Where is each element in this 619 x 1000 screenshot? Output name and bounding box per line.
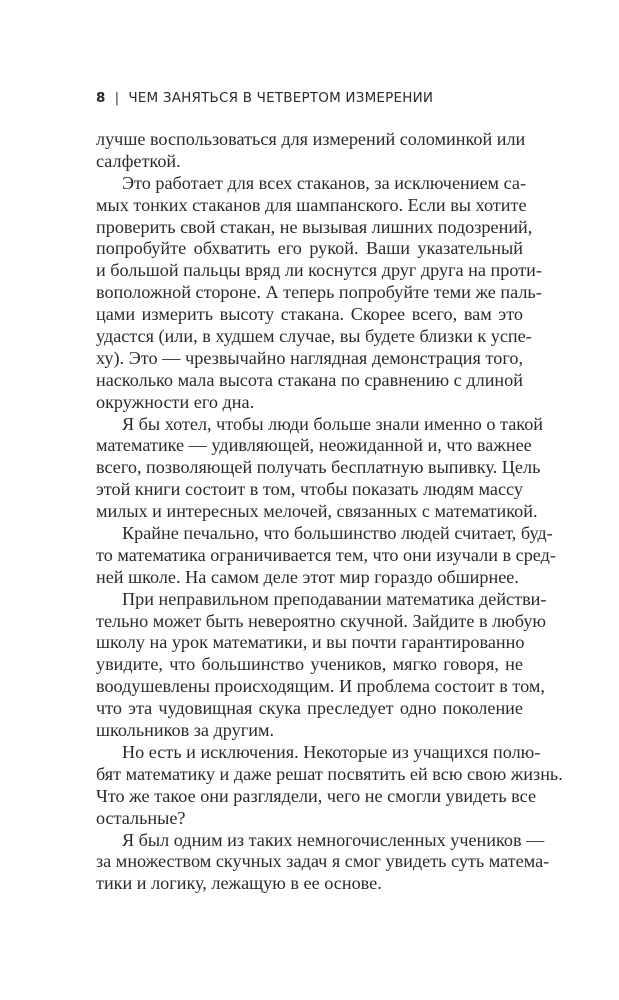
running-header	[96, 90, 433, 106]
text-line: салфеткой.	[96, 150, 181, 171]
text-line: При неправильном преподавании математика действи-	[122, 588, 547, 609]
text-line: насколько мала высота стакана по сравнению с длиной	[96, 369, 523, 390]
paragraph	[96, 741, 563, 830]
paragraph	[96, 829, 550, 896]
text-line: школу на урок математики, и вы почти гарантированно	[96, 632, 525, 653]
paragraph	[96, 172, 542, 414]
text-line: милых и интересных мелочей, связанных с математикой.	[96, 501, 538, 522]
text-line: математике — удивляющей, неожиданной и, что важнее	[96, 435, 532, 456]
text-line: школьников за другим.	[96, 720, 275, 741]
text-line: лучше воспользоваться для измерений соломинкой или	[96, 129, 526, 149]
text-line: увидите, что большинство учеников, мягко говоря, не	[96, 654, 523, 675]
text-line: удастся (или, в худшем случае, вы будете близки к успе-	[96, 326, 532, 347]
text-line: воположной стороне. А теперь попробуйте теми же паль-	[96, 282, 542, 303]
text-line: окружности его дна.	[96, 391, 255, 412]
text-line: цами измерить высоту стакана. Скорее всего, вам это	[96, 304, 523, 325]
text-line: Крайне печально, что большинство людей считает, буд-	[122, 523, 553, 544]
text-line: всего, позволяющей получать бесплатную выпивку. Цель	[96, 457, 541, 478]
text-line: Что же такое они разглядели, чего не смогли увидеть все	[96, 785, 537, 806]
text-line: что эта чудовищная скука преследует одно поколение	[96, 698, 523, 719]
text-line: Я был одним из таких немногочисленных учеников —	[122, 829, 545, 850]
text-line: Но есть и исключения. Некоторые из учащихся полю-	[122, 741, 541, 762]
text-line: то математика ограничивается тем, что они изучали в сред-	[96, 544, 556, 565]
paragraph	[96, 129, 526, 173]
text-line: бят математику и даже решат посвятить ей всю свою жизнь.	[96, 763, 563, 784]
page-body-text	[96, 129, 563, 895]
text-line: мых тонких стаканов для шампанского. Если вы хотите	[96, 194, 527, 215]
text-line: остальные?	[96, 807, 186, 828]
text-line: тики и логику, лежащую в ее основе.	[96, 873, 382, 894]
text-line: ху). Это — чрезвычайно наглядная демонстрация того,	[96, 347, 523, 368]
text-line: попробуйте обхватить его рукой. Ваши указательный	[96, 238, 523, 259]
text-line: Я бы хотел, чтобы люди больше знали именно о такой	[122, 413, 544, 434]
text-line: за множеством скучных задач я смог увидеть суть матема-	[96, 851, 550, 872]
text-line: тельно может быть невероятно скучной. Зайдите в любую	[96, 610, 547, 631]
chapter-title: ЧЕМ ЗАНЯТЬСЯ В ЧЕТВЕРТОМ ИЗМЕРЕНИИ	[128, 90, 434, 106]
paragraph	[96, 413, 544, 523]
page-number: 8	[96, 90, 106, 106]
text-line: этой книги состоит в том, чтобы показать людям массу	[96, 479, 523, 500]
text-line: ней школе. На самом деле этот мир гораздо обширнее.	[96, 566, 519, 587]
paragraph	[96, 588, 547, 742]
text-line: проверить свой стакан, не вызывая лишних подозрений,	[96, 216, 533, 237]
text-line: Это работает для всех стаканов, за исключением са-	[122, 172, 527, 193]
header-separator: |	[114, 90, 120, 106]
paragraph	[96, 523, 556, 589]
text-line: и большой пальцы вряд ли коснутся друг друга на проти-	[96, 260, 542, 281]
text-line: воодушевлены происходящим. И проблема состоит в том,	[96, 676, 545, 697]
